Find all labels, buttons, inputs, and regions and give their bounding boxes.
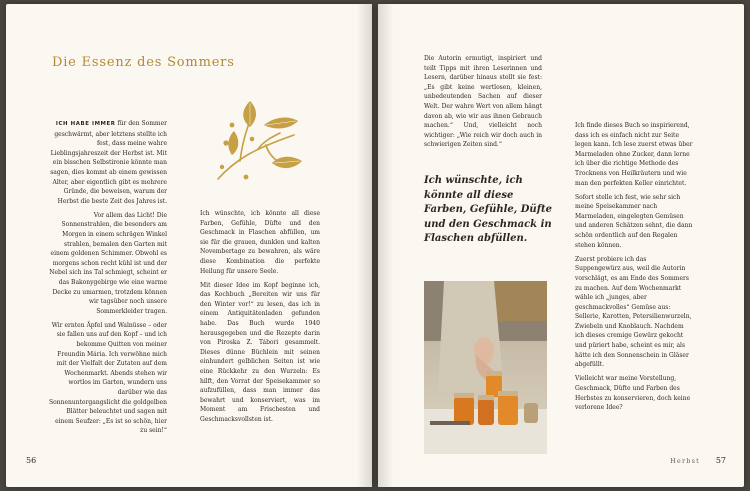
running-head: Herbst: [670, 457, 700, 465]
paragraph: Sofort stelle ich fest, wie sehr sich meine Speisekammer nach Marmeladen, eingelegten Gemüsen und anderen Schätzen sehnt, die dann schön ordentlich auf den Regalen stehen können.: [575, 193, 693, 249]
paragraph-text: für den Sommer geschwärmt, aber letztens stellte ich fest, dass meine wahre Lieblingsjahreszeit der Herbst ist. Mit ein bisschen Selbstironie könnte man sagen, dies kommt ab einem gewissen Alter, aber eigentlich gibt es mehrere Gründe, die beweisen, warum der Herbst die beste Zeit des Jahres ist.: [50, 120, 167, 205]
paragraph: Ich wünschte, ich könnte all diese Farben, Gefühle, Düfte und den Geschmack in Flaschen abfüllen, um sie für die grauen, dunklen und kalten Novembertage zu bewahren, als wäre diese Kombination die perfekte Heilung für unsere Seele.: [200, 210, 320, 275]
paragraph: Vor allem das Licht! Die Sonnenstrahlen, die besonders am Morgen in einem schrägen Winkel strahlen, bemalen den Garten mit einem goldenen Schimmer. Obwohl es morgens schon recht kühl ist und der Nebel sich ins Tal schmiegt, scheint er das Bakonygebirge wie eine warme Decke zu umarmen, trotzdem können wir tagsüber noch unsere Sommerkleider tragen.: [49, 211, 167, 315]
paragraph: Die Autorin ermutigt, inspiriert und teilt Tipps mit ihren Leserinnen und Lesern, darüber hinaus stellt sie fest: „Es gibt keine wertlosen, kleinen, unbedeutenden Sachen auf dieser Welt. Der wahre Wert von allem hängt davon ab, wie wir aus ihnen Gebrauch machen.“ Und, vielleicht noch wichtiger: „Wie reich wir doch auch in schwierigen Zeiten sind.“: [424, 55, 542, 149]
right-column-1: [424, 54, 542, 154]
chapter-title: Die Essenz des Sommers: [52, 55, 235, 70]
page-number: 57: [715, 456, 726, 465]
golden-leaf-sprig-icon: [206, 97, 306, 189]
paragraph: Ich finde dieses Buch so inspirierend, dass ich es einfach nicht zur Seite legen kann. Ich lese zuerst etwas über Marmeladen ohne Zucker, dann lerne ich über die richtige Methode des Trocknens von Heilkräutern und wie man den perfekten Keller einrichtet.: [575, 122, 693, 187]
right-page: [378, 4, 744, 487]
page-number: 56: [26, 456, 37, 465]
photo-jars: [424, 281, 547, 454]
gutter-shadow: [378, 4, 394, 487]
paragraph: Mit dieser Idee im Kopf beginne ich, das Kochbuch „Bereiten wir uns für den Winter vor!“ zu lesen, das ich in einem Antiquitätenladen gefunden habe. Das Buch wurde 1940 herausgegeben und die Rezepte darin von Piroska Z. Tábori gesammelt. Dieses dünne Büchlein mit seinen einhundert gelblichen Seiten ist wie eine Rückkehr zu den Wurzeln: Es hilft, den Vorrat der Speisekammer so aufzufüllen, dass man immer das bewahrt und konserviert, was im Moment am Frischesten und Geschmacksvollsten ist.: [200, 281, 320, 423]
lead-in: ICH HABE IMMER: [55, 121, 116, 127]
paragraph: Vielleicht war meine Vorstellung, Geschmack, Düfte und Farben des Herbstes zu konservieren, doch keine verlorene Idee?: [575, 375, 691, 412]
paragraph: Wir ernten Äpfel und Walnüsse – oder sie fallen uns auf den Kopf – und ich bekomme Quitten von meiner Freundin Mária. Ich verwöhne mich mit der Vielfalt der Zutaten auf dem Wochenmarkt. Abends stehen wir wortlos im Garten, wundern uns darüber wie das Sonnenuntergangslicht die goldgelben Blätter beleuchtet und sagen mit einem Seufzer: „Es ist so schön, hier zu sein!“: [49, 321, 168, 435]
left-column-2: [200, 209, 320, 429]
paragraph: Zuerst probiere ich das Suppengewürz aus, weil die Autorin vorschlägt, es am Ende des Sommers zu machen. Auf dem Wochenmarkt wähle ich „junges, aber geschmackvolles“ Gemüse aus: Sellerie, Karotten, Petersilienwurzeln, Zwiebeln und Knoblauch. Nachdem ich dieses cremige Gewürz gekocht und püriert habe, scheint es mir, als hätte ich den Sonnenschein in Gläser abgefüllt.: [575, 255, 692, 369]
photo-illustration: [424, 281, 547, 454]
right-column-2: [575, 121, 693, 417]
paragraph: [49, 119, 167, 206]
left-column-1: [49, 119, 167, 441]
left-page: [6, 4, 372, 487]
gutter-shadow: [356, 4, 372, 487]
pull-quote: Ich wünschte, ich könnte all diese Farben, Gefühle, Düfte und den Geschmack in Flaschen abfüllen.: [424, 175, 552, 244]
